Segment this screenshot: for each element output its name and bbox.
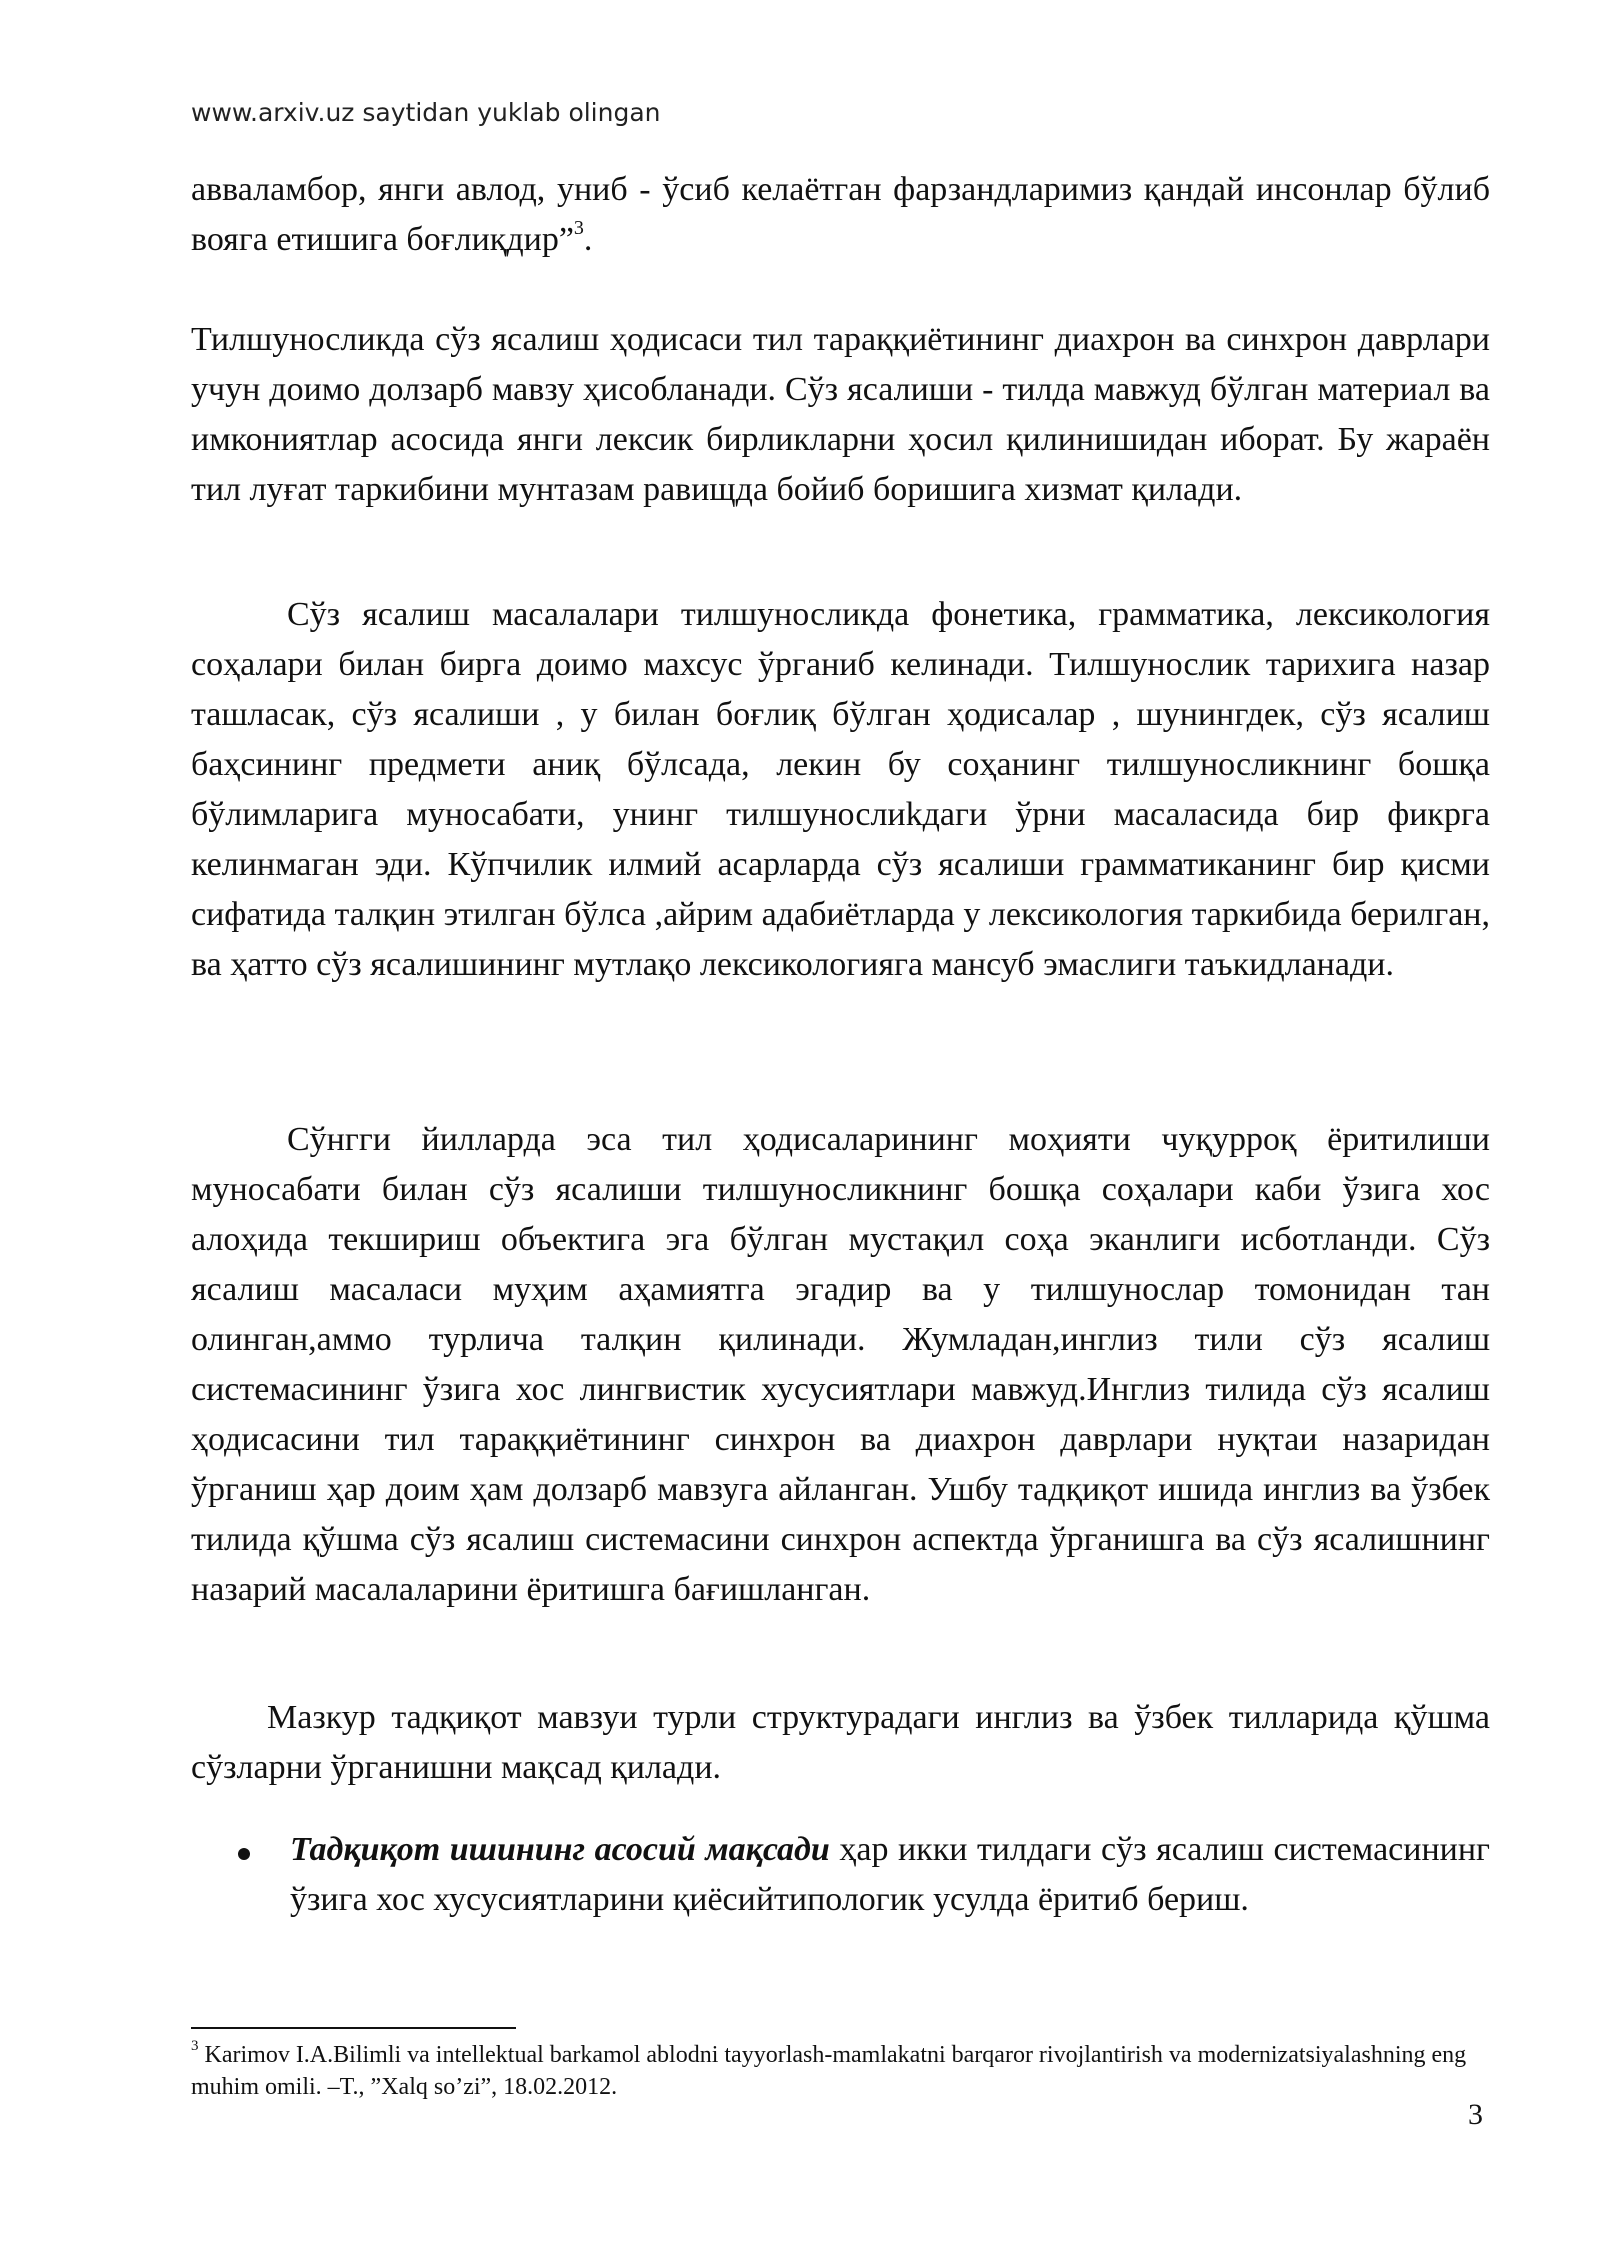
paragraph-1 <box>191 165 1490 265</box>
bullet-item <box>191 1825 1490 1925</box>
paragraph-1-text: авваламбор, янги авлод, униб - ўсиб келаётган фарзандларимиз қандай инсонлар бўлиб вояга етишига боғлиқдир” <box>191 171 1490 258</box>
page-number: 3 <box>1468 2098 1483 2131</box>
source-header: www.arxiv.uz saytidan yuklab olingan <box>191 98 661 127</box>
footnote-reference[interactable]: 3 <box>573 216 584 239</box>
paragraph-4-text: Сўнгги йилларда эса тил ҳодисаларининг моҳияти чуқурроқ ёритилиши муносабати билан сўз ясалиши тилшуносликнинг бошқа соҳалари каби ўзига хос алоҳида текшириш объектига эга бўлган мустақил соҳа эканлиги исботланди. Сўз ясалиш масаласи муҳим аҳамиятга эгадир ва у тилшунослар томонидан тан олинган,аммо турлича талқин қилинади. Жумладан,инглиз тили сўз ясалиш системасининг ўзига хос лингвистик хусусиятлари мавжуд.Инглиз тилида сўз ясалиш ҳодисасини тил тараққиётининг синхрон ва диахрон даврлари нуқтаи назаридан ўрганиш ҳар доим ҳам долзарб мавзуга айланган. Ушбу тадқиқот ишида инглиз ва ўзбек тилида қўшма сўз ясалиш системасини синхрон аспектда ўрганишга ва сўз ясалишнинг назарий масалаларини ёритишга бағишланган. <box>191 1121 1490 1608</box>
footnote-number: 3 <box>191 2038 199 2054</box>
paragraph-2 <box>191 315 1490 515</box>
bullet-rest: ҳар икки тилдаги сўз ясалиш системасининг ўзига хос хусусиятларини қиёсийтипологик усулда ёритиб бериш. <box>290 1831 1490 1918</box>
paragraph-4 <box>191 1115 1490 1615</box>
footnote <box>191 2039 1490 2103</box>
paragraph-3 <box>191 590 1490 990</box>
bullet-dot-icon <box>238 1848 250 1860</box>
bullet-bold-lead: Тадқиқот ишининг асосий мақсади <box>290 1831 830 1868</box>
paragraph-5-text: Мазкур тадқиқот мавзуи турли структурадаги инглиз ва ўзбек тилларида қўшма сўзларни ўрганишни мақсад қилади. <box>191 1699 1490 1786</box>
paragraph-3-text: Сўз ясалиш масалалари тилшуносликда фонетика, грамматика, лексикология соҳалари билан бирга доимо махсус ўрганиб келинади. Тилшунослик тарихига назар ташласак, сўз ясалиши , у билан боғлиқ бўлган ҳодисалар , шунингдек, сўз ясалиш баҳсининг предмети аниқ бўлсада, лекин бу соҳанинг тилшуносликнинг бошқа бўлимларига муносабати, унинг тилшунослиkдаги ўрни масаласида бир фикрга келинмаган эди. Кўпчилик илмий асарларда сўз ясалиши грамматиканинг бир қисми сифатида талқин этилган бўлса ,айрим адабиётларда у лексикология таркибида берилган, ва ҳатто сўз ясалишининг мутлақо лексикологияга мансуб эмаслиги таъкидланади. <box>191 596 1490 983</box>
paragraph-1-tail: . <box>583 221 593 258</box>
paragraph-2-text: Тилшуносликда сўз ясалиш ҳодисаси тил тараққиётининг диахрон ва синхрон даврлари учун доимо долзарб мавзу ҳисобланади. Сўз ясалиши - тилда мавжуд бўлган материал ва имкониятлар асосида янги лексик бирликларни ҳосил қилинишидан иборат. Бу жараён тил луғат таркибини мунтазам равищда бойиб боришига хизмат қилади. <box>191 321 1490 508</box>
footnote-text: Karimov I.A.Bilimli va intellektual barkamol ablodni tayyorlash-mamlakatni barqaror rivojlantirish va modernizatsiyalashning eng muhim omili. –T., ”Xalq so’zi”, 18.02.2012. <box>191 2042 1467 2100</box>
paragraph-5 <box>191 1693 1490 1793</box>
bullet-text <box>290 1825 1490 1925</box>
footnote-divider <box>191 2027 516 2029</box>
